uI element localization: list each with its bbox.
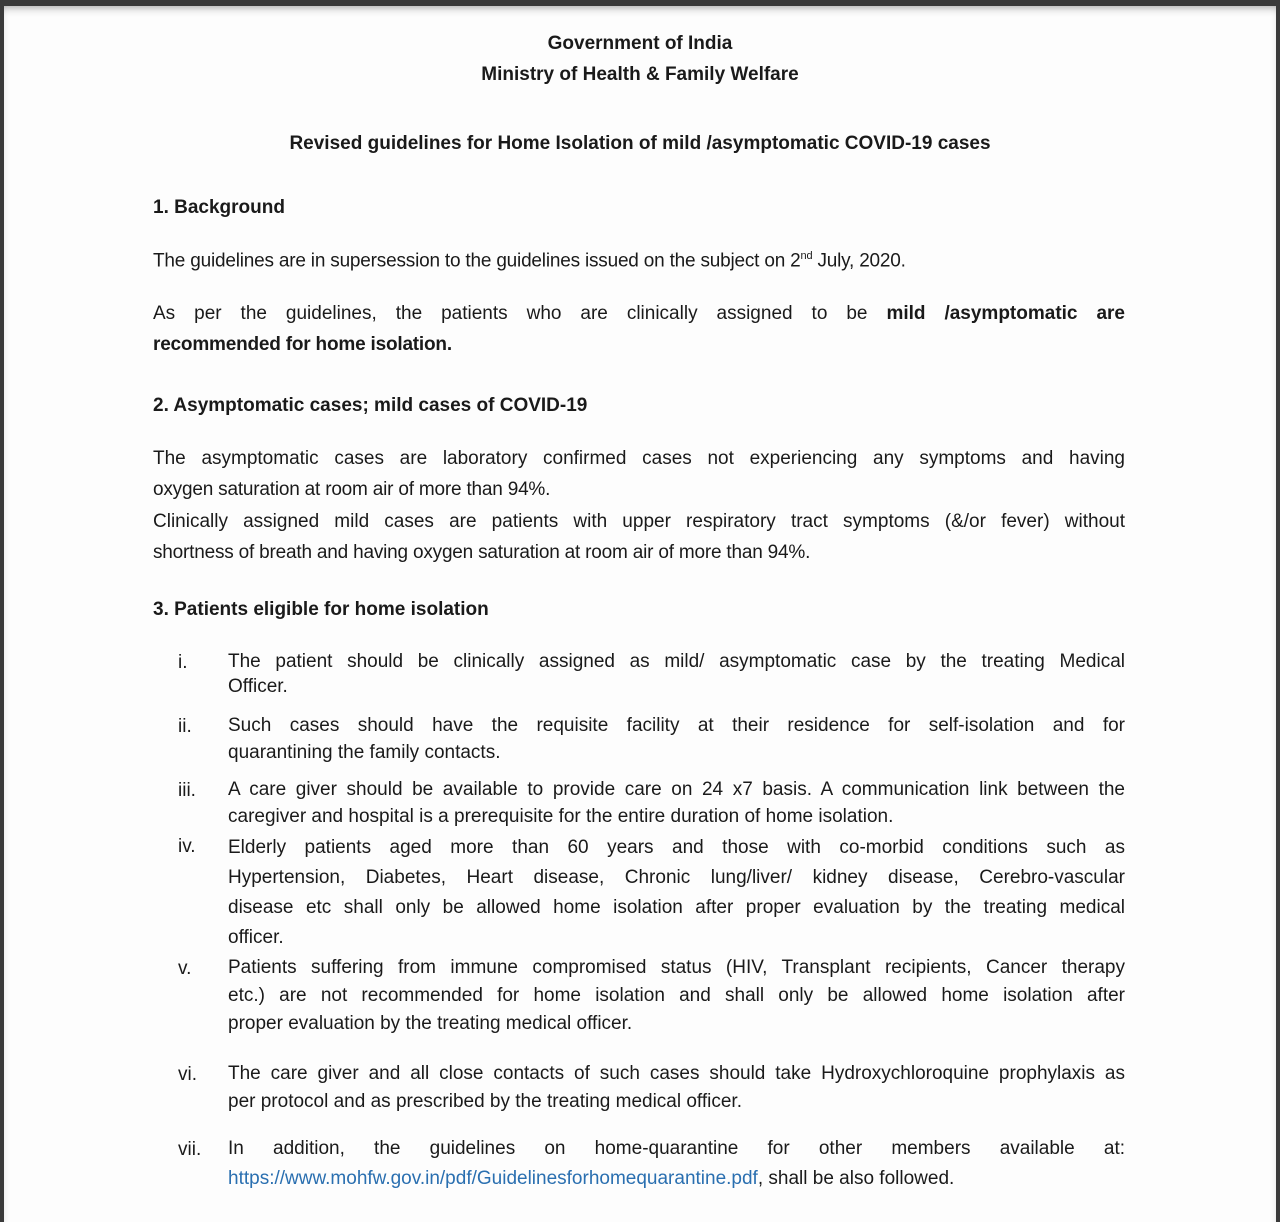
list-number: v. — [178, 958, 192, 979]
paragraph-line: The asymptomatic cases are laboratory confirmed cases not experiencing any symptoms and having — [153, 448, 1125, 469]
list-item — [228, 954, 1125, 1038]
header-ministry: Ministry of Health & Family Welfare — [481, 64, 799, 85]
list-item-line: Such cases should have the requisite facility at their residence for self-isolation and for — [228, 715, 1125, 736]
list-item-line: A care giver should be available to provide care on 24 x7 basis. A communication link between the — [228, 779, 1125, 800]
paragraph-recommendation-line1 — [153, 303, 1125, 325]
paragraph-text: July, 2020. — [812, 250, 906, 272]
list-number: i. — [178, 652, 188, 673]
list-item-line: caregiver and hospital is a prerequisite for the entire duration of home isolation. — [228, 806, 894, 827]
list-number: vii. — [178, 1139, 202, 1160]
list-item — [228, 776, 1125, 831]
list-item-line — [228, 1165, 1125, 1193]
list-number: iii. — [178, 780, 196, 801]
list-number: ii. — [178, 716, 192, 737]
document-title: Revised guidelines for Home Isolation of mild /asymptomatic COVID-19 cases — [289, 133, 991, 154]
paragraph-line: Clinically assigned mild cases are patients with upper respiratory tract symptoms (&/or fever) without — [153, 511, 1125, 532]
list-item-line: Elderly patients aged more than 60 years and those with co-morbid conditions such as — [228, 837, 1125, 858]
list-item-line: Patients suffering from immune compromised status (HIV, Transplant recipients, Cancer therapy — [228, 957, 1125, 978]
bold-text: mild /asymptomatic are — [886, 303, 1125, 324]
paragraph-line: oxygen saturation at room air of more than 94%. — [153, 479, 551, 500]
list-item — [228, 712, 1125, 767]
list-item-line: quarantining the family contacts. — [228, 742, 501, 763]
list-item-line: etc.) are not recommended for home isolation and shall only be allowed home isolation after — [228, 985, 1125, 1006]
section-heading-asymptomatic: 2. Asymptomatic cases; mild cases of COVID-19 — [153, 395, 588, 416]
list-item-line: proper evaluation by the treating medical officer. — [228, 1013, 633, 1034]
paragraph-text: As per the guidelines, the patients who are clinically assigned to be — [153, 303, 887, 324]
list-number: vi. — [178, 1064, 197, 1085]
superscript: nd — [800, 250, 813, 262]
list-item — [228, 648, 1125, 701]
paragraph-text: The guidelines are in supersession to the guidelines issued on the subject on 2 — [153, 250, 801, 272]
list-item-line: disease etc shall only be allowed home isolation after proper evaluation by the treating medical — [228, 897, 1125, 918]
list-item-line: per protocol and as prescribed by the treating medical officer. — [228, 1091, 742, 1112]
list-item-line: officer. — [228, 927, 284, 948]
section-heading-background: 1. Background — [153, 197, 285, 218]
paragraph-supersession — [153, 250, 906, 272]
list-item — [228, 1135, 1125, 1193]
list-item-text: , shall be also followed. — [757, 1168, 955, 1189]
list-item-line: The patient should be clinically assigned as mild/ asymptomatic case by the treating Medical — [228, 651, 1125, 672]
paragraph-recommendation-line2: recommended for home isolation. — [153, 334, 452, 355]
list-item-line: In addition, the guidelines on home-quarantine for other members available at: — [228, 1138, 1125, 1159]
list-item-line: Hypertension, Diabetes, Heart disease, Chronic lung/liver/ kidney disease, Cerebro-vascular — [228, 867, 1125, 888]
list-item — [228, 832, 1125, 953]
header-government: Government of India — [547, 33, 733, 54]
section-heading-eligibility: 3. Patients eligible for home isolation — [153, 599, 489, 620]
list-item-line: The care giver and all close contacts of such cases should take Hydroxychloroquine prophylaxis as — [228, 1063, 1125, 1084]
list-item — [228, 1060, 1125, 1116]
list-number: iv. — [178, 836, 196, 857]
list-item-line: Officer. — [228, 676, 288, 697]
guidelines-link[interactable]: https://www.mohfw.gov.in/pdf/Guidelinesforhomequarantine.pdf — [228, 1168, 758, 1189]
paragraph-line: shortness of breath and having oxygen saturation at room air of more than 94%. — [153, 542, 811, 563]
